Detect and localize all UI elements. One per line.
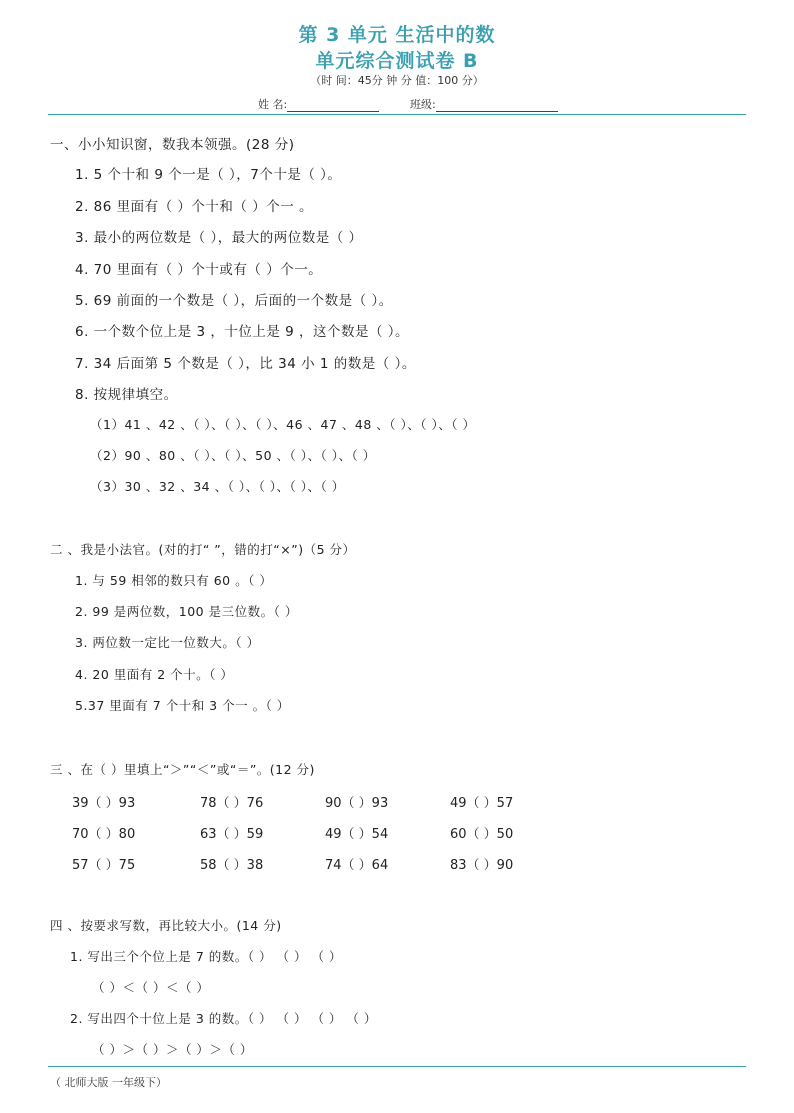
class-field[interactable] [410,96,558,112]
compare-cell: 57（ ）75 [72,858,136,873]
header-divider [48,114,746,115]
section1-item-7: 7. 34 后面第 5 个数是（ ），比 34 小 1 的数是（ ）。 [75,356,416,372]
page-title: 第 3 单元 生活中的数 [298,24,496,46]
section4-q1: 1. 写出三个个位上是 7 的数。（ ） （ ） （ ） [70,949,342,964]
class-blank[interactable] [436,99,558,112]
section4-q1-compare: （ ）＜（ ）＜（ ） [92,980,210,995]
compare-cell: 74（ ）64 [325,858,389,873]
section1-item-6: 6. 一个数个位上是 3 ，十位上是 9 ，这个数是（ ）。 [75,324,410,340]
section2-item-5: 5.37 里面有 7 个十和 3 个一 。（ ） [75,698,290,713]
section4-q2-compare: （ ）＞（ ）＞（ ）＞（ ） [92,1042,253,1057]
section2-item-1: 1. 与 59 相邻的数只有 60 。（ ） [75,573,273,588]
footer-divider [48,1066,746,1067]
compare-cell: 78（ ）76 [200,796,264,811]
section1-heading: 一、小小知识窗，数我本领强。(28 分) [50,137,295,153]
pattern-1: （1）41 、42 、（ ）、（ ）、（ ）、46 、47 、48 、（ ）、（ ）、（ ） [90,417,476,432]
compare-cell: 58（ ）38 [200,858,264,873]
name-blank[interactable] [287,99,379,112]
section2-item-4: 4. 20 里面有 2 个十。（ ） [75,667,234,682]
compare-cell: 70（ ）80 [72,827,136,842]
section2-heading: 二 、我是小法官。(对的打“ ”，错的打“×”)（5 分） [50,542,356,557]
section2-item-2: 2. 99 是两位数，100 是三位数。（ ） [75,604,298,619]
section4-heading: 四 、按要求写数，再比较大小。(14 分) [50,918,282,933]
compare-cell: 39（ ）93 [72,796,136,811]
section1-item-2: 2. 86 里面有（ ）个十和（ ）个一 。 [75,199,314,215]
compare-cell: 83（ ）90 [450,858,514,873]
section1-item-1: 1. 5 个十和 9 个一是（ ），7个十是（ ）。 [75,167,342,183]
compare-cell: 49（ ）54 [325,827,389,842]
compare-cell: 60（ ）50 [450,827,514,842]
name-label: 姓 名: [258,98,288,111]
compare-cell: 90（ ）93 [325,796,389,811]
section1-item-3: 3. 最小的两位数是（ ），最大的两位数是（ ） [75,230,363,246]
page-subtitle-title: 单元综合测试卷 B [315,50,479,72]
section3-heading: 三 、在（ ）里填上“＞”“＜”或“＝”。(12 分) [50,762,315,777]
compare-cell: 63（ ）59 [200,827,264,842]
section4-q2: 2. 写出四个十位上是 3 的数。（ ） （ ） （ ） （ ） [70,1011,377,1026]
section1-item-8: 8. 按规律填空。 [75,387,178,403]
section1-item-5: 5. 69 前面的一个数是（ ），后面的一个数是（ ）。 [75,293,393,309]
footer-edition: （ 北师大版 一年级下） [50,1076,167,1089]
exam-time-score: （时 间：45分 钟 分 值：100 分） [310,74,484,87]
compare-cell: 49（ ）57 [450,796,514,811]
pattern-2: （2）90 、80 、（ ）、（ ）、50 、（ ）、（ ）、（ ） [90,448,376,463]
name-field[interactable] [258,96,379,112]
section1-item-4: 4. 70 里面有（ ）个十或有（ ）个一。 [75,262,323,278]
section2-item-3: 3. 两位数一定比一位数大。（ ） [75,635,260,650]
pattern-3: （3）30 、32 、34 、（ ）、（ ）、（ ）、（ ） [90,479,345,494]
class-label: 班级: [410,98,436,111]
